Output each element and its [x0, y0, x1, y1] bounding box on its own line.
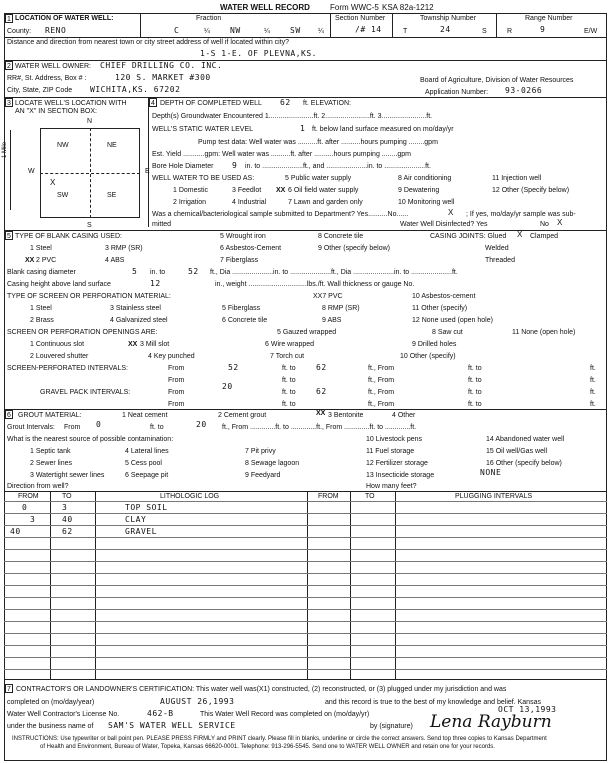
section-number-label: Section Number — [335, 15, 386, 22]
joints-threaded[interactable]: Threaded — [485, 257, 515, 264]
use-10[interactable]: 10 Monitoring well — [398, 199, 455, 206]
height-rest: in., weight ..............................lbs./ft. Wall thickness or gauge No. — [215, 281, 415, 288]
grout-1[interactable]: 1 Neat cement — [122, 412, 168, 419]
fraction-q2[interactable]: NW — [230, 26, 241, 35]
yield-line: Est. Yield ...........gpm: Well water was ..........ft. after ..........hours pumping ........gpm — [152, 151, 411, 158]
grout-to-label: ft. to — [150, 424, 164, 431]
use-4[interactable]: 4 Industrial — [232, 199, 267, 206]
perf-to-label: ft. to — [282, 365, 296, 372]
board-text: Board of Agriculture, Division of Water Resources — [420, 77, 574, 84]
screen-1[interactable]: 1 Steel — [30, 305, 52, 312]
log-rule — [4, 669, 607, 670]
completed-label: completed on (mo/day/year) — [7, 699, 95, 706]
application-value[interactable]: 93-0266 — [505, 86, 543, 95]
log-row-2-desc[interactable]: CLAY — [125, 515, 147, 524]
casing-8[interactable]: 8 Concrete tile — [318, 233, 364, 240]
screen-6[interactable]: 6 Concrete tile — [222, 317, 268, 324]
log-rule — [4, 597, 607, 598]
section-6-number: 6 — [5, 410, 13, 419]
gravel-label: GRAVEL PACK INTERVALS: — [40, 389, 131, 396]
quadrant-ne: NE — [107, 142, 117, 149]
grout-from-label: From — [64, 424, 81, 431]
contam-8[interactable]: 8 Sewage lagoon — [245, 460, 300, 467]
use-5[interactable]: 5 Public water supply — [285, 175, 352, 182]
range-value[interactable]: 9 — [540, 25, 546, 34]
diameter-rest: ft., Dia .....................in. to .....................ft., Dia .....................in. to .....................ft. — [210, 269, 458, 276]
log-row-3-desc[interactable]: GRAVEL — [125, 527, 157, 536]
diameter-value[interactable]: 5 — [132, 267, 138, 276]
screen-material-label: TYPE OF SCREEN OR PERFORATION MATERIAL: — [7, 293, 171, 300]
gravel-to-label: ft. to — [282, 389, 296, 396]
contam-15[interactable]: 15 Oil well/Gas well — [486, 448, 548, 455]
signature-label: by (signature) — [370, 723, 413, 730]
screen-10[interactable]: 10 Asbestos-cement — [412, 293, 476, 300]
township-t: T — [403, 28, 408, 35]
log-rule — [4, 621, 607, 622]
log-row-1-desc[interactable]: TOP SOIL — [125, 503, 168, 512]
joints-welded[interactable]: Welded — [485, 245, 509, 252]
log-row-3-to[interactable]: 62 — [62, 527, 73, 536]
application-label: Application Number: — [425, 89, 489, 96]
business-value[interactable]: SAM'S WATER WELL SERVICE — [108, 721, 236, 730]
grout-3[interactable]: 3 Bentonite — [328, 412, 364, 419]
contam-6[interactable]: 6 Seepage pit — [125, 472, 169, 479]
township-s: S — [482, 28, 487, 35]
direction-label: Direction from well? — [7, 483, 69, 490]
grout-from-value[interactable]: 0 — [96, 420, 102, 429]
screen-8[interactable]: 8 RMP (SR) — [322, 305, 360, 312]
log-rule — [4, 561, 607, 562]
disinfected-no: No — [540, 221, 549, 228]
record-completed-label: This Water Well Record was completed on (mo/day/yr) — [200, 711, 370, 718]
use-9[interactable]: 9 Dewatering — [398, 187, 440, 194]
bore-value[interactable]: 9 — [232, 161, 238, 170]
gravel-from-label: From — [168, 389, 185, 396]
log-rule — [4, 513, 607, 514]
license-label: Water Well Contractor's License No. — [7, 711, 120, 718]
grout-3-mark[interactable]: XX — [316, 410, 326, 417]
perforated-label: SCREEN-PERFORATED INTERVALS: — [7, 365, 128, 372]
log-to-header: TO — [62, 493, 72, 500]
log-rule — [4, 657, 607, 658]
log-from-header: FROM — [18, 493, 39, 500]
quadrant-nw: NW — [57, 142, 69, 149]
disinfected-no-mark[interactable]: X — [557, 218, 563, 227]
use-6-mark[interactable]: XX — [276, 187, 286, 194]
perf-from2: ft., From — [368, 365, 395, 372]
city-value[interactable]: WICHITA,KS. 67202 — [90, 85, 181, 94]
contam-4[interactable]: 4 Lateral lines — [125, 448, 169, 455]
log-rule — [4, 549, 607, 550]
diameter-depth[interactable]: 52 — [188, 267, 199, 276]
screen-2[interactable]: 2 Brass — [30, 317, 54, 324]
height-value[interactable]: 12 — [150, 279, 161, 288]
opening-2[interactable]: 2 Louvered shutter — [30, 353, 89, 360]
location-label: LOCATION OF WATER WELL: — [15, 15, 114, 22]
range-ew: E/W — [584, 28, 598, 35]
perf-end-2: ft. — [590, 377, 596, 384]
perf-from-value[interactable]: 52 — [228, 363, 239, 372]
perf-to-label-2: ft. to — [282, 377, 296, 384]
casing-3[interactable]: 3 RMP (SR) — [105, 245, 143, 252]
log-row-1-from[interactable]: 0 — [22, 503, 28, 512]
compass-n: N — [87, 118, 93, 125]
casing-1[interactable]: 1 Steel — [30, 245, 52, 252]
contam-3[interactable]: 3 Watertight sewer lines — [30, 472, 105, 479]
opening-3-mark[interactable]: XX — [128, 341, 138, 348]
gravel-to-label-2: ft. to — [282, 401, 296, 408]
grout-4[interactable]: 4 Other — [392, 412, 416, 419]
use-6[interactable]: 6 Oil field water supply — [288, 187, 359, 194]
opening-4[interactable]: 4 Key punched — [148, 353, 195, 360]
opening-1[interactable]: 1 Continuous slot — [30, 341, 85, 348]
screen-3[interactable]: 3 Stainless steel — [110, 305, 161, 312]
license-value[interactable]: 462-B — [147, 709, 174, 718]
address-label: RR#, St. Address, Box # : — [7, 75, 87, 82]
compass-s: S — [87, 222, 92, 229]
mile-label: 1 Mile — [2, 141, 8, 158]
perf-from2-2: ft., From — [368, 377, 395, 384]
address-value[interactable]: 120 S. MARKET #300 — [115, 73, 211, 82]
opening-9[interactable]: 9 Drilled holes — [412, 341, 457, 348]
section-2-number: 2 — [5, 61, 13, 70]
certification-text: CONTRACTOR'S OR LANDOWNER'S CERTIFICATION: This water well was(X1) constructed, (2) reconstructed, or (3) plugged under my jurisdiction and was — [16, 686, 507, 693]
quadrant-se: SE — [107, 192, 117, 199]
township-value[interactable]: 24 — [440, 25, 451, 34]
static-label: WELL'S STATIC WATER LEVEL — [152, 126, 254, 133]
completed-value[interactable]: AUGUST 26,1993 — [160, 697, 235, 706]
use-1[interactable]: 1 Domestic — [173, 187, 209, 194]
use-label: WELL WATER TO BE USED AS: — [152, 175, 255, 182]
distance-label: Distance and direction from nearest town or city street address of well if located within city? — [7, 39, 290, 46]
use-3[interactable]: 3 Feedlot — [232, 187, 262, 194]
gravel-from-value[interactable]: 20 — [222, 382, 233, 391]
casing-2[interactable]: 2 PVC — [36, 257, 57, 264]
gravel-end: ft. — [590, 389, 596, 396]
screen-9[interactable]: 9 ABS — [322, 317, 342, 324]
form-statute: KSA 82a-1212 — [382, 3, 434, 12]
joints-glued-mark[interactable]: X — [517, 230, 523, 239]
log-rule — [4, 645, 607, 646]
gravel-to-value[interactable]: 62 — [316, 387, 327, 396]
opening-3[interactable]: 3 Mill slot — [140, 341, 170, 348]
plug-from-header: FROM — [318, 493, 339, 500]
opening-7[interactable]: 7 Torch cut — [270, 353, 305, 360]
how-many-feet-label: How many feet? — [366, 483, 417, 490]
section-1-number: 1 — [5, 14, 13, 23]
log-row-3-from[interactable]: 40 — [10, 527, 21, 536]
perf-end: ft. — [590, 365, 596, 372]
contam-2[interactable]: 2 Sewer lines — [30, 460, 73, 467]
contam-9[interactable]: 9 Feedyard — [245, 472, 281, 479]
grout-2[interactable]: 2 Cement grout — [218, 412, 267, 419]
completed-rest: and this record is true to the best of my knowledge and belief. Kansas — [325, 699, 541, 706]
openings-label: SCREEN OR PERFORATION OPENINGS ARE: — [7, 329, 158, 336]
perf-to2: ft. to — [468, 365, 482, 372]
depth-value[interactable]: 62 — [280, 98, 291, 107]
contam-5[interactable]: 5 Cess pool — [125, 460, 162, 467]
grout-intervals-label: Grout Intervals: — [7, 424, 55, 431]
use-11[interactable]: 11 Injection well — [492, 175, 542, 182]
screen-12[interactable]: 12 None used (open hole) — [412, 317, 493, 324]
section-x-mark[interactable]: X — [50, 178, 56, 187]
perf-from-label: From — [168, 365, 185, 372]
diameter-to: in. to — [150, 269, 166, 276]
compass-w: W — [28, 168, 35, 175]
casing-9[interactable]: 9 Other (specify below) — [318, 245, 390, 252]
contam-14[interactable]: 14 Abandoned water well — [486, 436, 565, 443]
plug-to-header: TO — [365, 493, 375, 500]
casing-5[interactable]: 5 Wrought iron — [220, 233, 266, 240]
opening-6[interactable]: 6 Wire wrapped — [265, 341, 315, 348]
static-value[interactable]: 1 — [300, 124, 306, 133]
use-7[interactable]: 7 Lawn and garden only — [288, 199, 363, 206]
city-label: City, State, ZIP Code — [7, 87, 73, 94]
use-2[interactable]: 2 Irrigation — [173, 199, 207, 206]
chem-no-mark[interactable]: X — [448, 208, 454, 217]
fraction-q1[interactable]: C — [174, 26, 180, 35]
opening-8[interactable]: 8 Saw cut — [432, 329, 463, 336]
chem-rest: ; If yes, mo/day/yr sample was sub- — [466, 211, 576, 218]
joints-clamped[interactable]: Clamped — [530, 233, 559, 240]
pump-test-line: Pump test data: Well water was ..........ft. after ..........hours pumping ........gpm — [198, 139, 438, 146]
range-r: R — [507, 28, 513, 35]
screen-4[interactable]: 4 Galvanized steel — [110, 317, 168, 324]
log-rule — [4, 537, 607, 538]
record-completed-value[interactable]: OCT 13,1993 — [498, 705, 557, 714]
opening-11[interactable]: 11 None (open hole) — [512, 329, 576, 336]
county-value[interactable]: RENO — [45, 26, 67, 35]
section-4-number: 4 — [149, 98, 157, 107]
instructions-line-2: of Health and Environment, Bureau of Water, Topeka, Kansas 66620-0001. Telephone: 913-296-5545. Send one to WATER WELL OWNER and retain one for your records. — [40, 744, 495, 750]
log-row-2-from[interactable]: 3 — [30, 515, 36, 524]
locate-label-2: AN "X" IN SECTION BOX: — [15, 108, 97, 115]
opening-5[interactable]: 5 Gauzed wrapped — [277, 329, 337, 336]
chem-sample-line: Was a chemical/bacteriological sample submitted to Department? Yes..........No...... — [152, 211, 409, 218]
casing-6[interactable]: 6 Asbestos-Cement — [220, 245, 282, 252]
gravel-from2-2: ft., From — [368, 401, 395, 408]
static-rest: ft. below land surface measured on mo/day/yr — [312, 126, 454, 133]
business-label: under the business name of — [7, 723, 94, 730]
gravel-to2-2: ft. to — [468, 401, 482, 408]
contam-12[interactable]: 12 Fertilizer storage — [366, 460, 428, 467]
quarter-symbol: ¼ — [318, 28, 324, 35]
gravel-to2: ft. to — [468, 389, 482, 396]
plugging-header: PLUGGING INTERVALS — [455, 493, 533, 500]
contam-1[interactable]: 1 Septic tank — [30, 448, 71, 455]
casing-4[interactable]: 4 ABS — [105, 257, 125, 264]
form-title: WATER WELL RECORD — [220, 3, 310, 12]
log-rule — [4, 633, 607, 634]
contam-11[interactable]: 11 Fuel storage — [366, 448, 415, 455]
bore-label: Bore Hole Diameter — [152, 163, 214, 170]
groundwater-line: Depth(s) Groundwater Encountered 1.......................ft. 2.......................ft. 3.......................ft. — [152, 113, 433, 120]
township-label: Township Number — [420, 15, 477, 22]
form-number: Form WWC-5 — [330, 3, 379, 12]
casing-2-mark[interactable]: XX — [25, 257, 35, 264]
section-number-value[interactable]: /# 14 — [355, 25, 382, 34]
log-row-1-to[interactable]: 3 — [62, 503, 68, 512]
log-rule — [4, 585, 607, 586]
use-8[interactable]: 8 Air conditioning — [398, 175, 452, 182]
log-rule — [4, 609, 607, 610]
perf-to-value[interactable]: 62 — [316, 363, 327, 372]
log-row-2-to[interactable]: 40 — [62, 515, 73, 524]
contam-other-value[interactable]: NONE — [480, 468, 502, 477]
fraction-q3[interactable]: SW — [290, 26, 301, 35]
mitted-text: mitted — [152, 221, 172, 228]
owner-value[interactable]: CHIEF DRILLING CO. INC. — [100, 61, 223, 70]
perf-to2-2: ft. to — [468, 377, 482, 384]
lithologic-header: LITHOLOGIC LOG — [160, 493, 220, 500]
section-7-number: 7 — [5, 684, 13, 693]
screen-7[interactable]: XX7 PVC — [313, 293, 343, 300]
casing-7[interactable]: 7 Fiberglass — [220, 257, 259, 264]
contam-16[interactable]: 16 Other (specify below) — [486, 460, 562, 467]
section-3-number: 3 — [5, 98, 13, 107]
gravel-from2: ft., From — [368, 389, 395, 396]
locate-label-1: LOCATE WELL'S LOCATION WITH — [15, 100, 127, 107]
grout-int-rest: ft., From .............ft. to .............ft., From .............ft. to .............ft. — [222, 424, 417, 431]
distance-value[interactable]: 1-S 1-E. OF PLEVNA,KS. — [200, 49, 317, 58]
perf-from-label-2: From — [168, 377, 185, 384]
quadrant-sw: SW — [57, 192, 69, 199]
owner-label: WATER WELL OWNER: — [15, 63, 91, 70]
instructions-line-1: INSTRUCTIONS: Use typewriter or ball point pen. PLEASE PRESS FIRMLY and PRINT clearly. Please fill in blanks, underline or circle the correct answers. Send top three copies to Kansas Department — [12, 736, 547, 742]
casing-joints-label: CASING JOINTS: Glued — [430, 233, 507, 240]
contam-10[interactable]: 10 Livestock pens — [366, 436, 423, 443]
screen-11[interactable]: 11 Other (specify) — [412, 305, 468, 312]
grout-to-value[interactable]: 20 — [196, 420, 207, 429]
contam-7[interactable]: 7 Pit privy — [245, 448, 276, 455]
log-rule — [4, 501, 607, 502]
compass-e: E — [145, 168, 150, 175]
use-12[interactable]: 12 Other (Specify below) — [492, 187, 570, 194]
signature[interactable]: Lena Rayburn — [430, 712, 552, 732]
fraction-label: Fraction — [196, 15, 222, 22]
grout-label: GROUT MATERIAL: — [18, 412, 82, 419]
gravel-end-2: ft. — [590, 401, 596, 408]
elevation-label: ft. ELEVATION: — [303, 100, 351, 107]
county-label: County: — [7, 28, 32, 35]
disinfected-label: Water Well Disinfected? Yes — [400, 221, 488, 228]
contam-13[interactable]: 13 Insecticide storage — [366, 472, 435, 479]
quarter-symbol: ¼ — [204, 28, 210, 35]
screen-5[interactable]: 5 Fiberglass — [222, 305, 261, 312]
log-rule — [4, 573, 607, 574]
bore-rest: in. to .....................ft., and .....................in. to .....................ft. — [245, 163, 431, 170]
contamination-label: What is the nearest source of possible contamination: — [7, 436, 174, 443]
casing-label: TYPE OF BLANK CASING USED: — [15, 233, 122, 240]
log-rule — [4, 525, 607, 526]
opening-10[interactable]: 10 Other (specify) — [400, 353, 456, 360]
gravel-from-label-2: From — [168, 401, 185, 408]
section-5-number: 5 — [5, 231, 13, 240]
diameter-label: Blank casing diameter — [7, 269, 76, 276]
height-label: Casing height above land surface — [7, 281, 111, 288]
range-label: Range Number — [525, 15, 573, 22]
quarter-symbol: ¼ — [264, 28, 270, 35]
depth-label: DEPTH OF COMPLETED WELL — [160, 100, 262, 107]
